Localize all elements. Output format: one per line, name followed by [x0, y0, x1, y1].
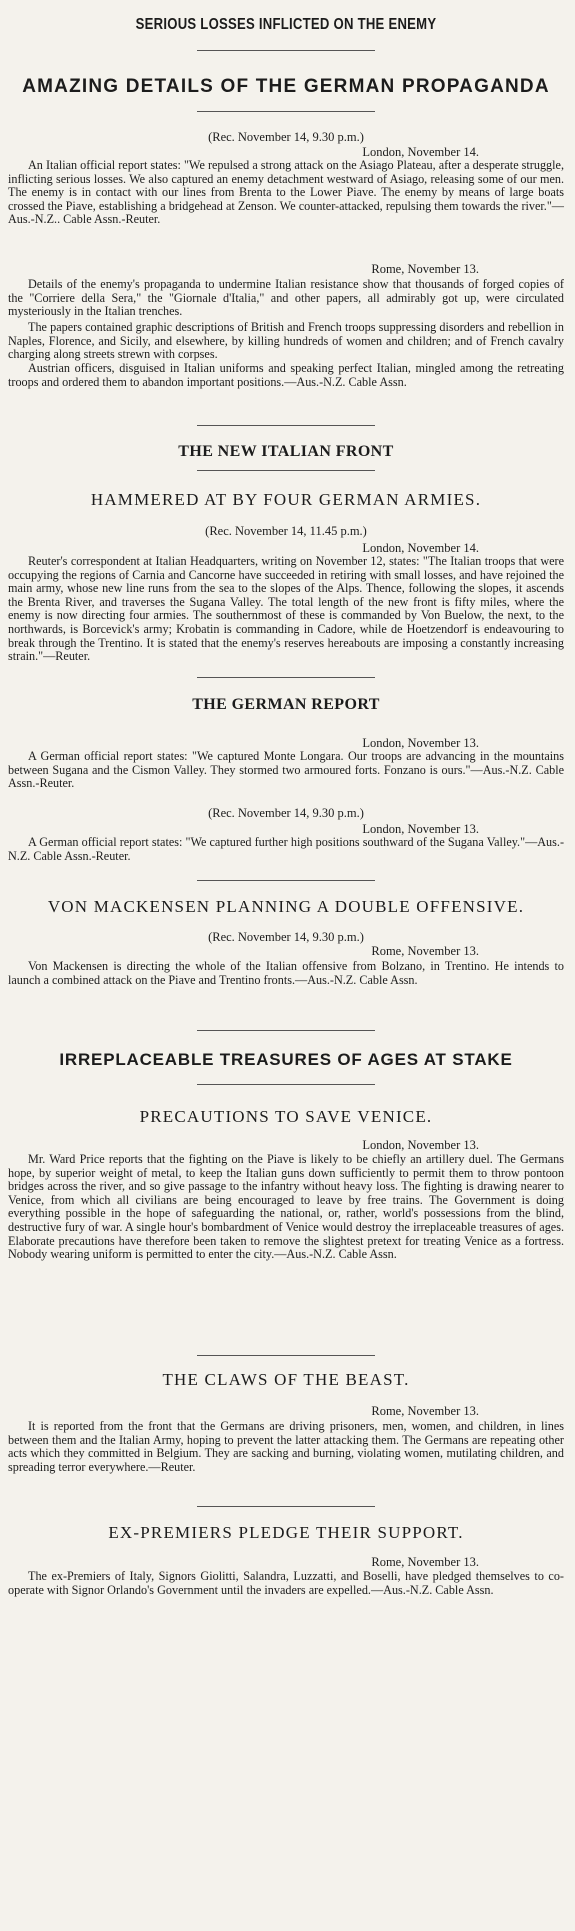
dateline: Rome, November 13. [371, 944, 479, 958]
dateline: London, November 13. [362, 822, 479, 836]
headline-german-propaganda: AMAZING DETAILS OF THE GERMAN PROPAGANDA [22, 76, 550, 97]
subheading-four-armies: HAMMERED AT BY FOUR GERMAN ARMIES. [90, 490, 482, 509]
article-body: A German official report states: "We captured further high positions southward of the Sugana Valley."—Aus.-N.Z. Cable Assn.-Reuter. [8, 835, 564, 863]
article-body: Mr. Ward Price reports that the fighting on the Piave is likely to be chiefly an artillery duel. The Germans hope, by superior weight of metal, to keep the Italian guns down sufficiently to permit them to throw pontoon bridges across the river, and so give passage to the infantry without heavy loss. The fighting is drawing nearer to Venice, from which all civilians are being encouraged to leave by free trains. The Government is doing everything possible in the hope of safeguarding the national, or, rather, world's possessions from the blind, destructive fury of war. A single hour's bombardment of Venice would destroy the irreplaceable treasures of ages. Elaborate precautions have therefore been taken to remove the slightest pretext for treating Venice as a fortress. Nobody wearing uniform is permitted to enter the city.—Aus.-N.Z. Cable Assn. [8, 1152, 564, 1262]
article-mackensen [8, 930, 564, 1025]
article-body: A German official report states: "We captured Monte Longara. Our troops are advancing in the mountains between Sugana and the Cismon Valley. They stormed two armoured forts. Fonzano is ours."—Aus.-N.Z. Cable Assn.-Reuter. [8, 749, 564, 791]
article-body: It is reported from the front that the Germans are driving prisoners, men, women, and children, in lines between them and the Italian Army, hoping to prevent the latter attacking them. The Germans are repeating other acts which they committed in Belgium. They are sacking and burning, violating women, mutilating children, and spreading terror everywhere.—Reuter. [8, 1419, 564, 1474]
article-paragraph: Austrian officers, disguised in Italian uniforms and speaking perfect Italian, mingled among the retreating troops and ordered them to abandon important positions.—Aus.-N.Z. Cable Assn. [8, 361, 564, 389]
headline-serious-losses: SERIOUS LOSSES INFLICTED ON THE ENEMY [135, 16, 437, 33]
dateline: Rome, November 13. [371, 1404, 479, 1418]
dateline: London, November 13. [362, 1138, 479, 1152]
section-heading-mackensen: VON MACKENSEN PLANNING A DOUBLE OFFENSIVE. [47, 897, 525, 916]
section-heading-new-front: THE NEW ITALIAN FRONT [178, 443, 394, 460]
dateline: Rome, November 13. [371, 262, 479, 276]
article-new-front [8, 519, 564, 664]
received-line: (Rec. November 14, 9.30 p.m.) [208, 130, 364, 144]
dateline: Rome, November 13. [371, 1555, 479, 1569]
article-venice [8, 1138, 564, 1348]
article-paragraph: Details of the enemy's propaganda to undermine Italian resistance show that thousands of forged copies of the "Corriere della Sera," the "Giornale d'Italia," and other papers, all admirably got up, were circulated mysteriously in the Italian trenches. [8, 277, 564, 319]
subheading-venice: PRECAUTIONS TO SAVE VENICE. [139, 1107, 433, 1126]
article-body: Von Mackensen is directing the whole of the Italian offensive from Bolzano, in Trentino. He intends to launch a combined attack on the Piave and Trentino fronts.—Aus.-N.Z. Cable Assn. [8, 959, 564, 987]
section-heading-german-report: THE GERMAN REPORT [192, 696, 380, 713]
article-ex-premiers [8, 1555, 564, 1635]
received-line: (Rec. November 14, 11.45 p.m.) [205, 524, 367, 538]
article-propaganda [8, 262, 564, 422]
received-line: (Rec. November 14, 9.30 p.m.) [208, 930, 364, 944]
dateline: London, November 14. [362, 541, 479, 555]
section-heading-ex-premiers: EX-PREMIERS PLEDGE THEIR SUPPORT. [108, 1523, 464, 1542]
article-german-report [8, 725, 564, 885]
received-line: (Rec. November 14, 9.30 p.m.) [208, 806, 364, 820]
article-paragraph: The papers contained graphic descriptions of British and French troops suppressing disorders and rebellion in Naples, Florence, and Sicily, and elsewhere, by killing hundreds of women and children; and of French cavalry charging along streets strewn with corpses. [8, 320, 564, 362]
article-asiago [8, 130, 564, 242]
article-body: An Italian official report states: "We repulsed a strong attack on the Asiago Plateau, after a desperate struggle, inflicting serious losses. We also captured an enemy detachment westward of Asiago, releasing some of our men. The enemy is in contact with our lines from Brenta to the Lower Piave. The enemy by means of large boats crossed the Piave, establishing a bridgehead at Zenson. We counter-attacked, repulsing them towards the river."—Aus.-N.Z.. Cable Assn.-Reuter. [8, 158, 564, 227]
article-body: Reuter's correspondent at Italian Headquarters, writing on November 12, states: "The Italian troops that were occupying the regions of Carnia and Cancorne have succeeded in retiring with small losses, and have rejoined the main army, whose new line runs from the sea to the slopes of the Alps. Thence, following the slopes, it ascends the Brenta River, and traverses the Sugana Valley. The total length of the new front is fifty miles, where the enemy is now directing four armies. The southernmost of these is commanded by Von Buelow, the next, to the northwards, is Borcevick's army; Krobatin is commanding in Cadore, while de Hoetzendorf is endeavouring to break through the Trentino. It is stated that the enemy's reserves hereabouts are imposing a constantly increasing strain."—Reuter. [8, 554, 564, 664]
dateline: London, November 14. [362, 145, 479, 159]
section-heading-claws: THE CLAWS OF THE BEAST. [162, 1370, 410, 1389]
article-body: The ex-Premiers of Italy, Signors Giolitti, Salandra, Luzzatti, and Boselli, have pledged themselves to co-operate with Signor Orlando's Government until the invaders are expelled.—Aus.-N.Z. Cable Assn. [8, 1569, 564, 1597]
article-claws [8, 1404, 564, 1504]
section-heading-treasures: IRREPLACEABLE TREASURES OF AGES AT STAKE [59, 1050, 513, 1069]
dateline: London, November 13. [362, 736, 479, 750]
